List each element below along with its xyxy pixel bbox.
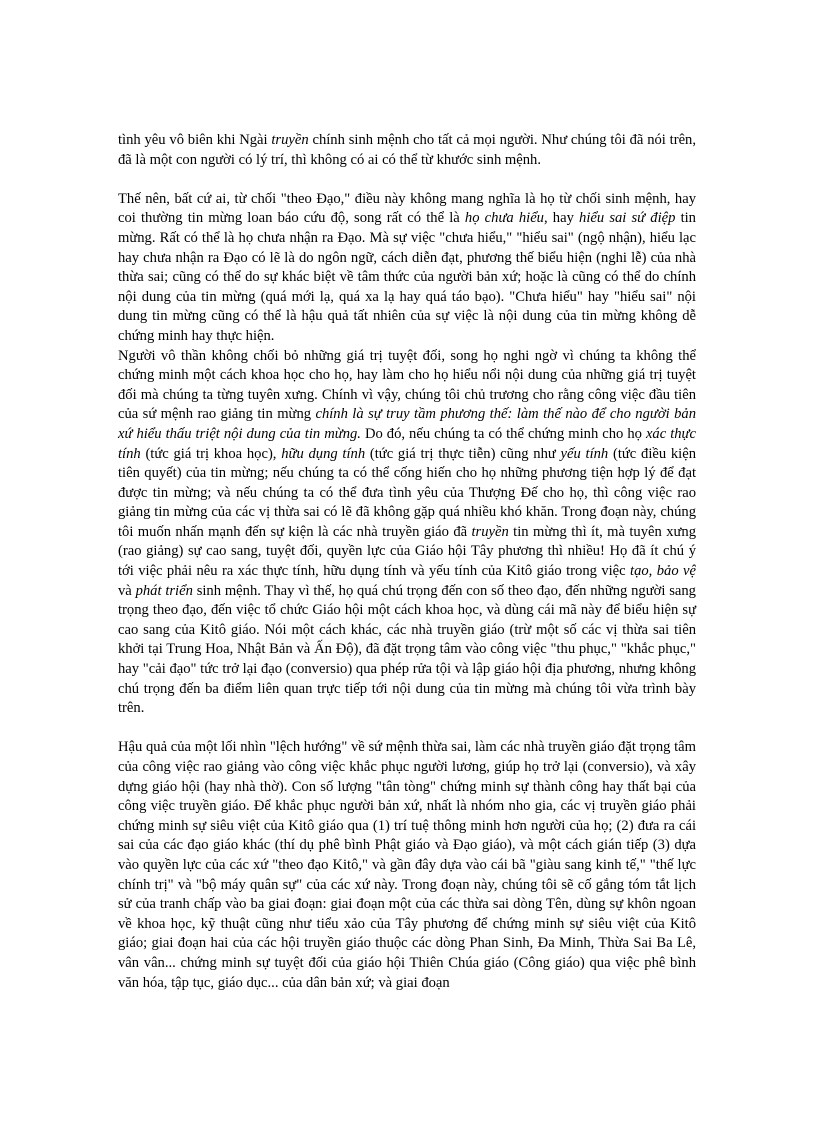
text-run: tin mừng. Rất có thể là họ chưa nhận ra Đạo. Mà sự việc "chưa hiểu," "hiểu sai" (ngộ nhận), hiểu lạc hay chưa nhận ra Đạo có lẽ là do ngôn ngữ, cách diễn đạt, phương thế biểu hiện (nghi lễ) của nhà thừa sai; cũng có thể do sự khác biệt về tâm thức của người bản xứ; hoặc là cũng có thể do chính nội dung của tin mừng (quá mới lạ, quá xa lạ hay quá táo bạo). "Chưa hiểu" hay "hiểu sai" nội dung tin mừng cũng có thể là hậu quả tất nhiên của sự việc là nội dung của tin mừng không dễ chứng minh hay thực hiện. [118, 210, 696, 344]
italic-text-run: phát triển [135, 582, 193, 599]
paragraph-p4 [118, 738, 696, 993]
text-run: sinh mệnh. Thay vì thế, họ quá chú trọng đến con số theo đạo, đến những người sang trọng theo đạo, đến việc tổ chức Giáo hội một cách khoa học, và dùng cái mã này để biểu hiện sự cao sang của Kitô giáo. Nói một cách khác, các nhà truyền giáo (trừ một số các vị thừa sai tiên khởi tại Trung Hoa, Nhật Bản và Ấn Độ), đã đặt trọng tâm vào công việc "thu phục," "khắc phục," hay "cải đạo" tức trở lại đạo (conversio) qua phép rửa tội và lập giáo hội địa phương, nhưng không chú trọng đến ba điểm liên quan trực tiếp tới nội dung của tin mừng mà chúng tôi vừa trình bày trên. [118, 582, 696, 717]
text-run: chính sinh mệnh cho tất cả mọi người. Như chúng tôi đã nói trên, đã là một con người có lý trí, thì không có ai có thể từ khước sinh mệnh. [118, 132, 696, 168]
italic-text-run: truyền [271, 132, 309, 148]
text-run: (tức giá trị thực tiễn) cũng như [365, 445, 561, 462]
text-run: , hay [543, 210, 580, 227]
italic-text-run: tạo, bảo vệ [630, 563, 696, 580]
text-run: Người vô thần không chối bỏ những giá trị tuyệt đối, song họ nghi ngờ vì chúng ta không thể chứng minh một cách khoa học cho họ, hay làm cho họ hiểu nổi nội dung của những giá trị tuyệt đối mà chúng ta từng tuyên xưng. Chính vì vậy, chúng tôi chủ trương cho rằng công việc đầu tiên của sứ mệnh rao giảng tin mừng [118, 347, 696, 423]
italic-text-run: hữu dụng tính [281, 445, 366, 462]
text-run: Do đó, nếu chúng ta có thể chứng minh cho họ [360, 425, 646, 442]
italic-text-run: xác thực tính [118, 425, 696, 462]
paragraph-p1 [118, 131, 696, 170]
italic-text-run: họ chưa hiểu [464, 210, 544, 227]
italic-text-run: yếu tính [560, 445, 609, 462]
italic-text-run: chính là sự truy tầm phương thế: làm thế nào để cho người bản xứ hiểu thấu triệt nội dung của tin mừng. [118, 406, 696, 442]
text-run: và [118, 582, 136, 599]
document-body [118, 131, 696, 993]
text-run: tình yêu vô biên khi Ngài [118, 132, 272, 148]
text-run: (tức điều kiện tiên quyết) của tin mừng; nếu chúng ta có thể cống hiến cho họ những phương tiện hợp lý để đạt được tin mừng; và nếu chúng ta có thể đưa tình yêu của Thượng Đế cho họ, thì công việc rao giảng tin mừng của các vị thừa sai có lẽ đã không gặp quá nhiều khó khăn. Trong đoạn này, chúng tôi muốn nhấn mạnh đến sự kiện là các nhà truyền giáo đã [118, 445, 697, 540]
text-run: Hậu quả của một lối nhìn "lệch hướng" về sứ mệnh thừa sai, làm các nhà truyền giáo đặt trọng tâm của công việc rao giảng vào công việc khắc phục người lương, giúp họ trở lại (conversio), và xây dựng giáo hội (hay nhà thờ). Con số lượng "tân tòng" chứng minh sự thành công hay thất bại của công việc truyền giáo. Để khắc phục người bản xứ, nhất là nhóm nho gia, các vị truyền giáo phải chứng minh sự siêu việt của Kitô giáo qua (1) trí tuệ thông minh hơn người của họ; (2) đưa ra cái sai của các đạo giáo khác (thí dụ phê bình Phật giáo và Đạo giáo), và một cách gián tiếp (3) dựa vào quyền lực của các xứ "theo đạo Kitô," và gần đây dựa vào cái bã "giàu sang kinh tế," "thế lực chính trị" và "bộ máy quân sự" của các xứ này. Trong đoạn này, chúng tôi sẽ cố gắng tóm tắt lịch sử của tranh chấp vào ba giai đoạn: giai đoạn một của các thừa sai dòng Tên, dùng sự khôn ngoan về khoa học, kỹ thuật cũng như tiểu xảo của Tây phương để chứng minh sự siêu việt của Kitô giáo; giai đoạn hai của các hội truyền giáo thuộc các dòng Phan Sinh, Đa Minh, Thừa Sai Ba Lê, vân vân... chứng minh sự tuyệt đối của giáo hội Thiên Chúa giáo (Công giáo) qua việc phê bình văn hóa, tập tục, giáo dục... của dân bản xứ; và giai đoạn [118, 739, 696, 991]
text-run: Thế nên, bất cứ ai, từ chối "theo Đạo," điều này không mang nghĩa là họ từ chối sinh mệnh, hay coi thường tin mừng loan báo cứu độ, song rất có thể là [118, 190, 696, 227]
paragraph-p3 [118, 347, 696, 719]
italic-text-run: truyền [471, 523, 509, 540]
text-run: tin mừng thì ít, mà tuyên xưng (rao giảng) sự cao sang, tuyệt đối, quyền lực của Giáo hội Tây phương thì nhiều! Họ đã ít chú ý tới việc phải nêu ra xác thực tính, hữu dụng tính và yếu tính của Kitô giáo trong việc [118, 523, 696, 580]
italic-text-run: hiểu sai sứ điệp [579, 210, 676, 227]
paragraph-p2 [118, 190, 696, 347]
text-run: (tức giá trị khoa học), [140, 445, 282, 462]
